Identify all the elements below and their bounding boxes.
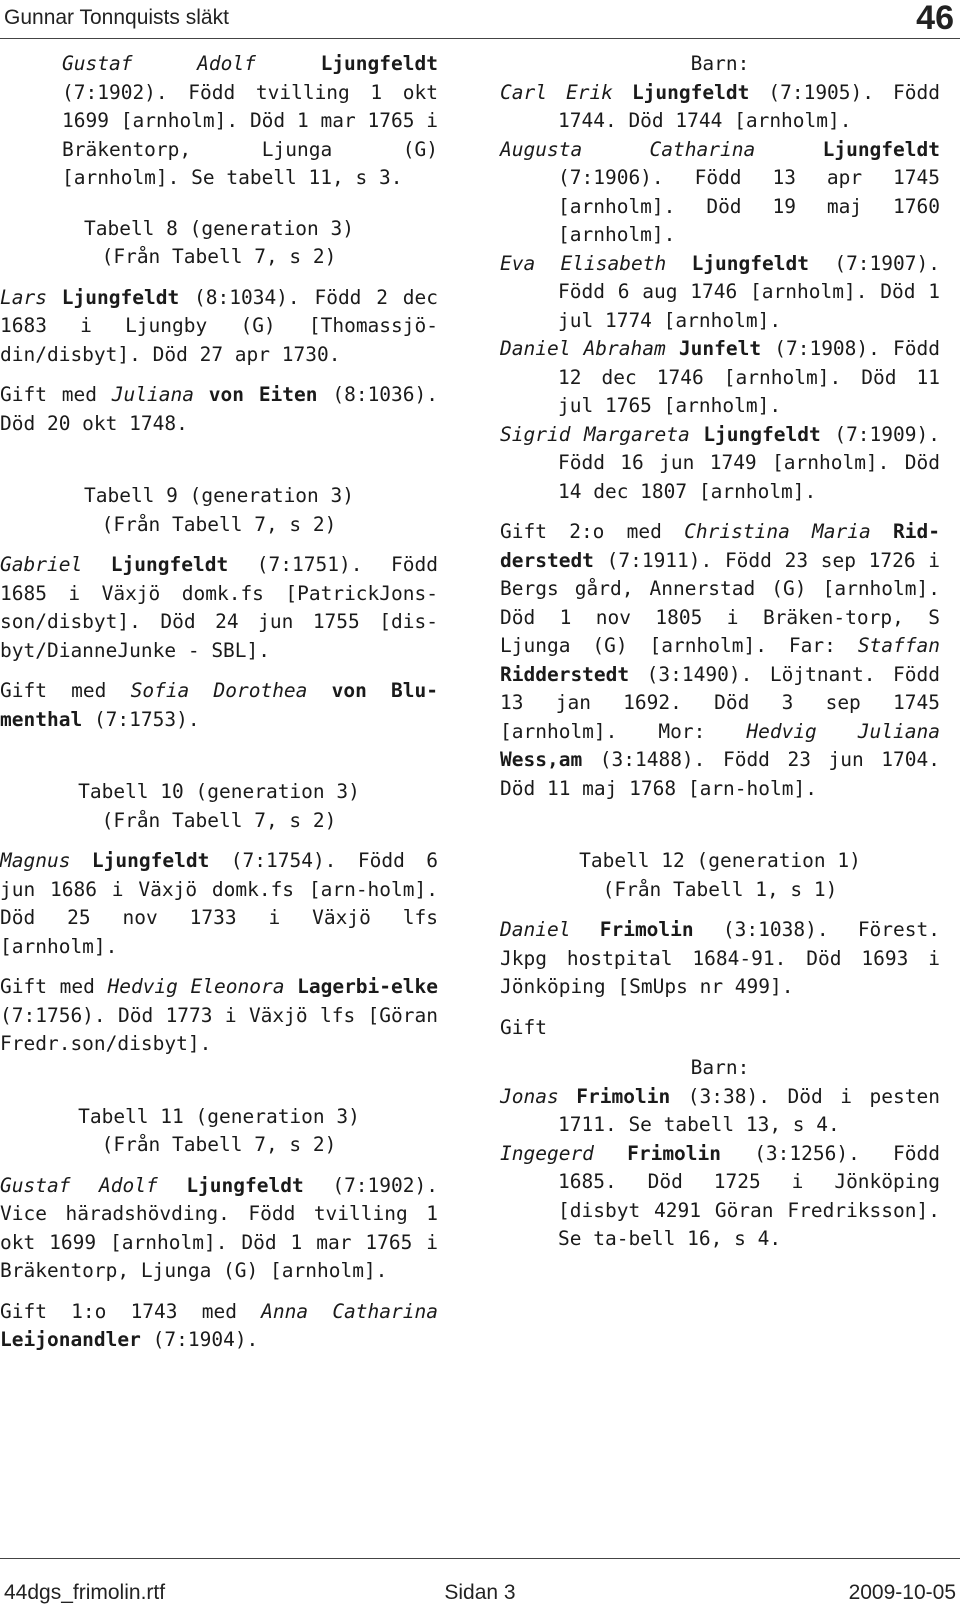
table-11-heading: Tabell 11 (generation 3) bbox=[78, 1104, 360, 1128]
child-jonas-frimolin: Jonas Frimolin (3:38). Död i pesten 1711. Se tabell 13, s 4. bbox=[500, 1084, 940, 1136]
child-carl-erik: Carl Erik Ljungfeldt (7:1905). Född 1744. Död 1744 [arnholm]. bbox=[500, 80, 940, 132]
page-header bbox=[0, 0, 960, 39]
entry-gustaf-adolf-ref: Gustaf Adolf Ljungfeldt (7:1902). Född tvilling 1 okt 1699 [arnholm]. Död 1 mar 1765 i Bräkentorp, Ljunga (G) [arnholm]. Se tabell 11, s 3. bbox=[62, 52, 438, 189]
table-8-source: (Från Tabell 7, s 2) bbox=[101, 245, 337, 268]
entry-gustaf-adolf-ljungfeldt: Gustaf Adolf Ljungfeldt (7:1902). Vice häradshövding. Född tvilling 1 okt 1699 [arnholm]. Död 1 mar 1765 i Bräkentorp, Ljunga (G) [arnholm]. bbox=[0, 1173, 438, 1282]
marriage-gabriel: Gift med Sofia Dorothea von Blu-menthal (7:1753). bbox=[0, 679, 439, 731]
marriage-gustaf-adolf-1: Gift 1:o 1743 med Anna Catharina Leijonandler (7:1904). bbox=[0, 1299, 438, 1351]
children-label-2: Barn: bbox=[690, 1056, 750, 1079]
table-8-heading: Tabell 8 (generation 3) bbox=[83, 216, 355, 240]
footer-date: 2009-10-05 bbox=[848, 1581, 956, 1604]
footer-filename: 44dgs_frimolin.rtf bbox=[4, 1581, 166, 1604]
table-10-heading: Tabell 10 (generation 3) bbox=[78, 780, 360, 803]
child-augusta-catharina: Augusta Catharina Ljungfeldt (7:1906). Född 13 apr 1745 [arnholm]. Död 19 maj 1760 [arnholm]. bbox=[500, 137, 940, 246]
entry-lars-ljungfeldt: Lars Ljungfeldt (8:1034). Född 2 dec 1683 i Ljungby (G) [Thomassjö-din/disbyt]. Död 27 apr 1730. bbox=[0, 285, 438, 366]
right-column bbox=[500, 50, 940, 1254]
marriage-lars: Gift med Juliana von Eiten (8:1036). Död 20 okt 1748. bbox=[0, 383, 439, 435]
table-10-source: (Från Tabell 7, s 2) bbox=[101, 808, 337, 832]
left-column bbox=[0, 50, 438, 1355]
children-label: Barn: bbox=[690, 52, 750, 75]
entry-daniel-frimolin: Daniel Frimolin (3:1038). Förest. Jkpg hostpital 1684-91. Död 1693 i Jönköping [SmUps nr 499]. bbox=[500, 918, 940, 998]
table-9-heading: Tabell 9 (generation 3) bbox=[83, 484, 355, 507]
entry-magnus-ljungfeldt: Magnus Ljungfeldt (7:1754). Född 6 jun 1686 i Växjö domk.fs [arn-holm]. Död 25 nov 1733 i Växjö lfs [arnholm]. bbox=[0, 849, 439, 958]
marriage-gustaf-adolf-2: Gift 2:o med Christina Maria Rid-derstedt (7:1911). Född 23 sep 1726 i Bergs gård, Annerstad (G) [arnholm]. Död 1 nov 1805 i Bräken-torp, S Ljunga (G) [arnholm]. Far: Staffan Ridderstedt (3:1490). Löjtnant. Född 13 jan 1692. Död 3 sep 1745 [arnholm]. Mor: Hedvig Juliana Wess,am (3:1488). Född 23 jun 1704. Död 11 maj 1768 [arn-holm]. bbox=[500, 520, 940, 800]
child-sigrid-margareta: Sigrid Margareta Ljungfeldt (7:1909). Född 16 jun 1749 [arnholm]. Död 14 dec 1807 [arnholm]. bbox=[500, 422, 940, 503]
table-12-source: (Från Tabell 1, s 1) bbox=[602, 877, 838, 901]
page-number: 46 bbox=[916, 0, 954, 37]
entry-gabriel-ljungfeldt: Gabriel Ljungfeldt (7:1751). Född 1685 i Växjö domk.fs [PatrickJons-son/disbyt]. Död 24 jun 1755 [dis-byt/DianneJunke - SBL]. bbox=[0, 553, 438, 662]
document-title: Gunnar Tonnquists släkt bbox=[4, 6, 229, 29]
page-footer bbox=[0, 1558, 960, 1612]
footer-page: Sidan 3 bbox=[444, 1581, 516, 1604]
child-daniel-abraham: Daniel Abraham Junfelt (7:1908). Född 12 dec 1746 [arnholm]. Död 11 jul 1765 [arnholm]. bbox=[500, 337, 940, 417]
marriage-daniel-frimolin: Gift bbox=[500, 1015, 547, 1039]
table-12-heading: Tabell 12 (generation 1) bbox=[579, 849, 861, 872]
table-11-source: (Från Tabell 7, s 2) bbox=[101, 1133, 337, 1156]
child-eva-elisabeth: Eva Elisabeth Ljungfeldt (7:1907). Född 6 aug 1746 [arnholm]. Död 1 jul 1774 [arnholm]. bbox=[500, 251, 940, 332]
marriage-magnus: Gift med Hedvig Eleonora Lagerbi-elke (7:1756). Död 1773 i Växjö lfs [Göran Fredr.son/disbyt]. bbox=[0, 975, 438, 1055]
table-9-source: (Från Tabell 7, s 2) bbox=[101, 512, 337, 536]
child-ingegerd-frimolin: Ingegerd Frimolin (3:1256). Född 1685. Död 1725 i Jönköping [disbyt 4291 Göran Fredriksson]. Se ta-bell 16, s 4. bbox=[500, 1141, 940, 1250]
